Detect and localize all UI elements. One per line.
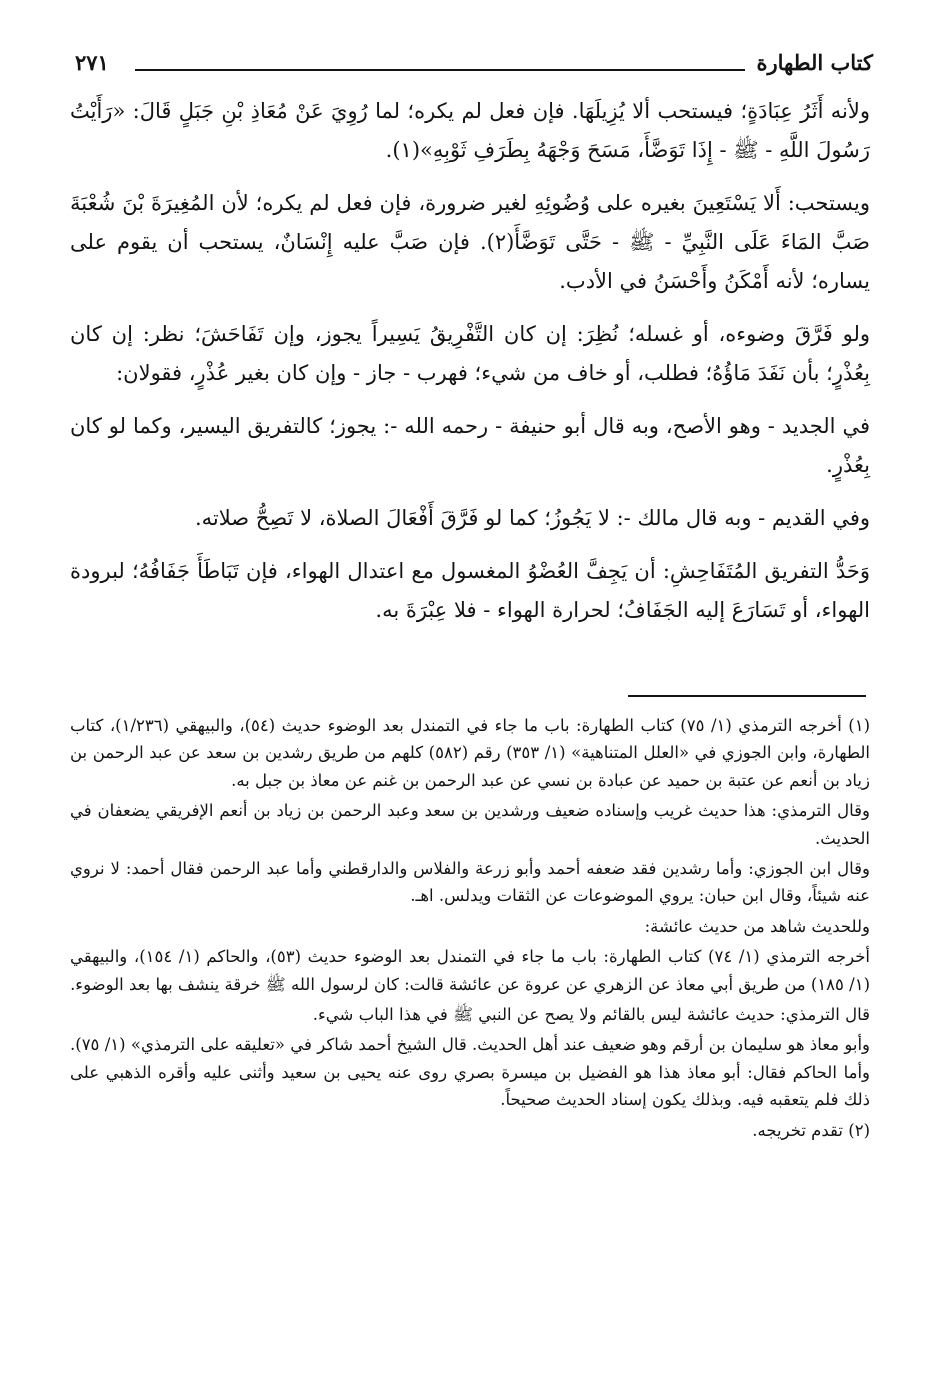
main-text: [70, 92, 870, 644]
footnote: (١) أخرجه الترمذي (١/ ٧٥) كتاب الطهارة: باب ما جاء في التمندل بعد الوضوء حديث (٥٤)، والبيهقي (١/٢٣٦)، كتاب الطهارة، وابن الجوزي في «العلل المتناهية» (١/ ٣٥٣) رقم (٥٨٢) كلهم من طريق رشدين بن سعد عن عبد الرحمن بن زياد بن أنعم عن عتبة بن حميد عن عبادة بن نسي عن عبد الرحمن بن غنم عن معاذ بن جبل به.: [70, 716, 871, 790]
footnote: وللحديث شاهد من حديث عائشة:: [644, 916, 870, 936]
running-header: [75, 50, 873, 90]
paragraph: وَحَدُّ التفريق المُتَفَاحِشِ: أن يَجِفَّ العُضْوُ المغسول مع اعتدال الهواء، فإن تَبَاطَأَ جَفَافُهُ؛ لبرودة الهواء، أو تَسَارَعَ إليه الجَفَافُ؛ لحرارة الهواء - فلا عِبْرَةَ به.: [70, 559, 870, 622]
header-rule: [135, 69, 745, 71]
paragraph: ولأنه أَثَرُ عِبَادَةٍ؛ فيستحب ألا يُزِيلَهَا. فإن فعل لم يكره؛ لما رُوِيَ عَنْ مُعَاذِ بْنِ جَبَلٍ قَالَ: «رَأَيْتُ رَسُولَ اللَّهِ - ﷺ - إِذَا تَوَضَّأَ، مَسَحَ وَجْهَهُ بِطَرَفِ ثَوْبِهِ»(١).: [70, 99, 870, 162]
footnote: وقال ابن الجوزي: وأما رشدين فقد ضعفه أحمد وأبو زرعة والفلاس والدارقطني وأما عبد الرحمن فقال أحمد: لا نروي عنه شيئاً، وقال ابن حبان: يروي الموضوعات عن الثقات ويدلس. اهـ.: [70, 859, 870, 906]
paragraph: ويستحب: أَلا يَسْتَعِينَ بغيره على وُضُوئِهِ لغير ضرورة، فإن فعل لم يكره؛ لأن المُغِيرَةَ بْنَ شُعْبَةَ صَبَّ المَاءَ عَلَى النَّبِيِّ - ﷺ - حَتَّى تَوَضَّأَ(٢). فإن صَبَّ عليه إِنْسَانٌ، يستحب أن يقوم على يساره؛ لأنه أَمْكَنُ وأَحْسَنُ في الأدب.: [70, 191, 870, 293]
footnotes-separator: [628, 695, 866, 697]
paragraph: وفي القديم - وبه قال مالك -: لا يَجُوزُ؛ كما لو فَرَّقَ أَفْعَالَ الصلاة، لا تَصِحُّ صلاته.: [194, 506, 870, 530]
page-number: ٢٧١: [75, 50, 109, 75]
footnote: (٢) تقدم تخريجه.: [752, 1120, 870, 1140]
book-title: كتاب الطهارة: [756, 50, 873, 75]
footnote: أخرجه الترمذي (١/ ٧٤) كتاب الطهارة: باب ما جاء في التمندل بعد الوضوء حديث (٥٣)، والحاكم (١/ ١٥٤)، والبيهقي (١/ ١٨٥) من طريق أبي معاذ عن الزهري عن عروة عن عائشة قالت: كان لرسول الله ﷺ خرقة ينشف بها بعد الوضوء.: [70, 947, 871, 994]
paragraph: ولو فَرَّقَ وضوءه، أو غسله؛ نُظِرَ: إن كان التَّفْرِيقُ يَسِيراً يجوز، وإن تَفَاحَشَ؛ نظر: إن كان بِعُذْرٍ؛ بأن نَفَدَ مَاؤُهُ؛ فطلب، أو خاف من شيء؛ فهرب - جاز - وإن كان بغير عُذْرٍ، فقولان:: [70, 322, 870, 385]
footnote: قال الترمذي: حديث عائشة ليس بالقائم ولا يصح عن النبي ﷺ في هذا الباب شيء.: [312, 1005, 870, 1025]
footnotes: [70, 712, 870, 1147]
footnote: وأبو معاذ هو سليمان بن أرقم وهو ضعيف عند أهل الحديث. قال الشيخ أحمد شاكر في «تعليقه على الترمذي» (١/ ٧٥). وأما الحاكم فقال: أبو معاذ هذا هو الفضيل بن ميسرة بصري روى عنه يحيى بن سعيد وأثنى عليه وأقره الذهبي على ذلك فلم يتعقبه فيه. وبذلك يكون إسناد الحديث صحيحاً.: [70, 1035, 870, 1110]
footnote: وقال الترمذي: هذا حديث غريب وإسناده ضعيف ورشدين بن سعد وعبد الرحمن بن زياد بن أنعم الإفريقي يضعفان في الحديث.: [70, 801, 870, 848]
paragraph: في الجديد - وهو الأصح، وبه قال أبو حنيفة - رحمه الله -: يجوز؛ كالتفريق اليسير، وكما لو كان بِعُذْرٍ.: [70, 414, 870, 477]
